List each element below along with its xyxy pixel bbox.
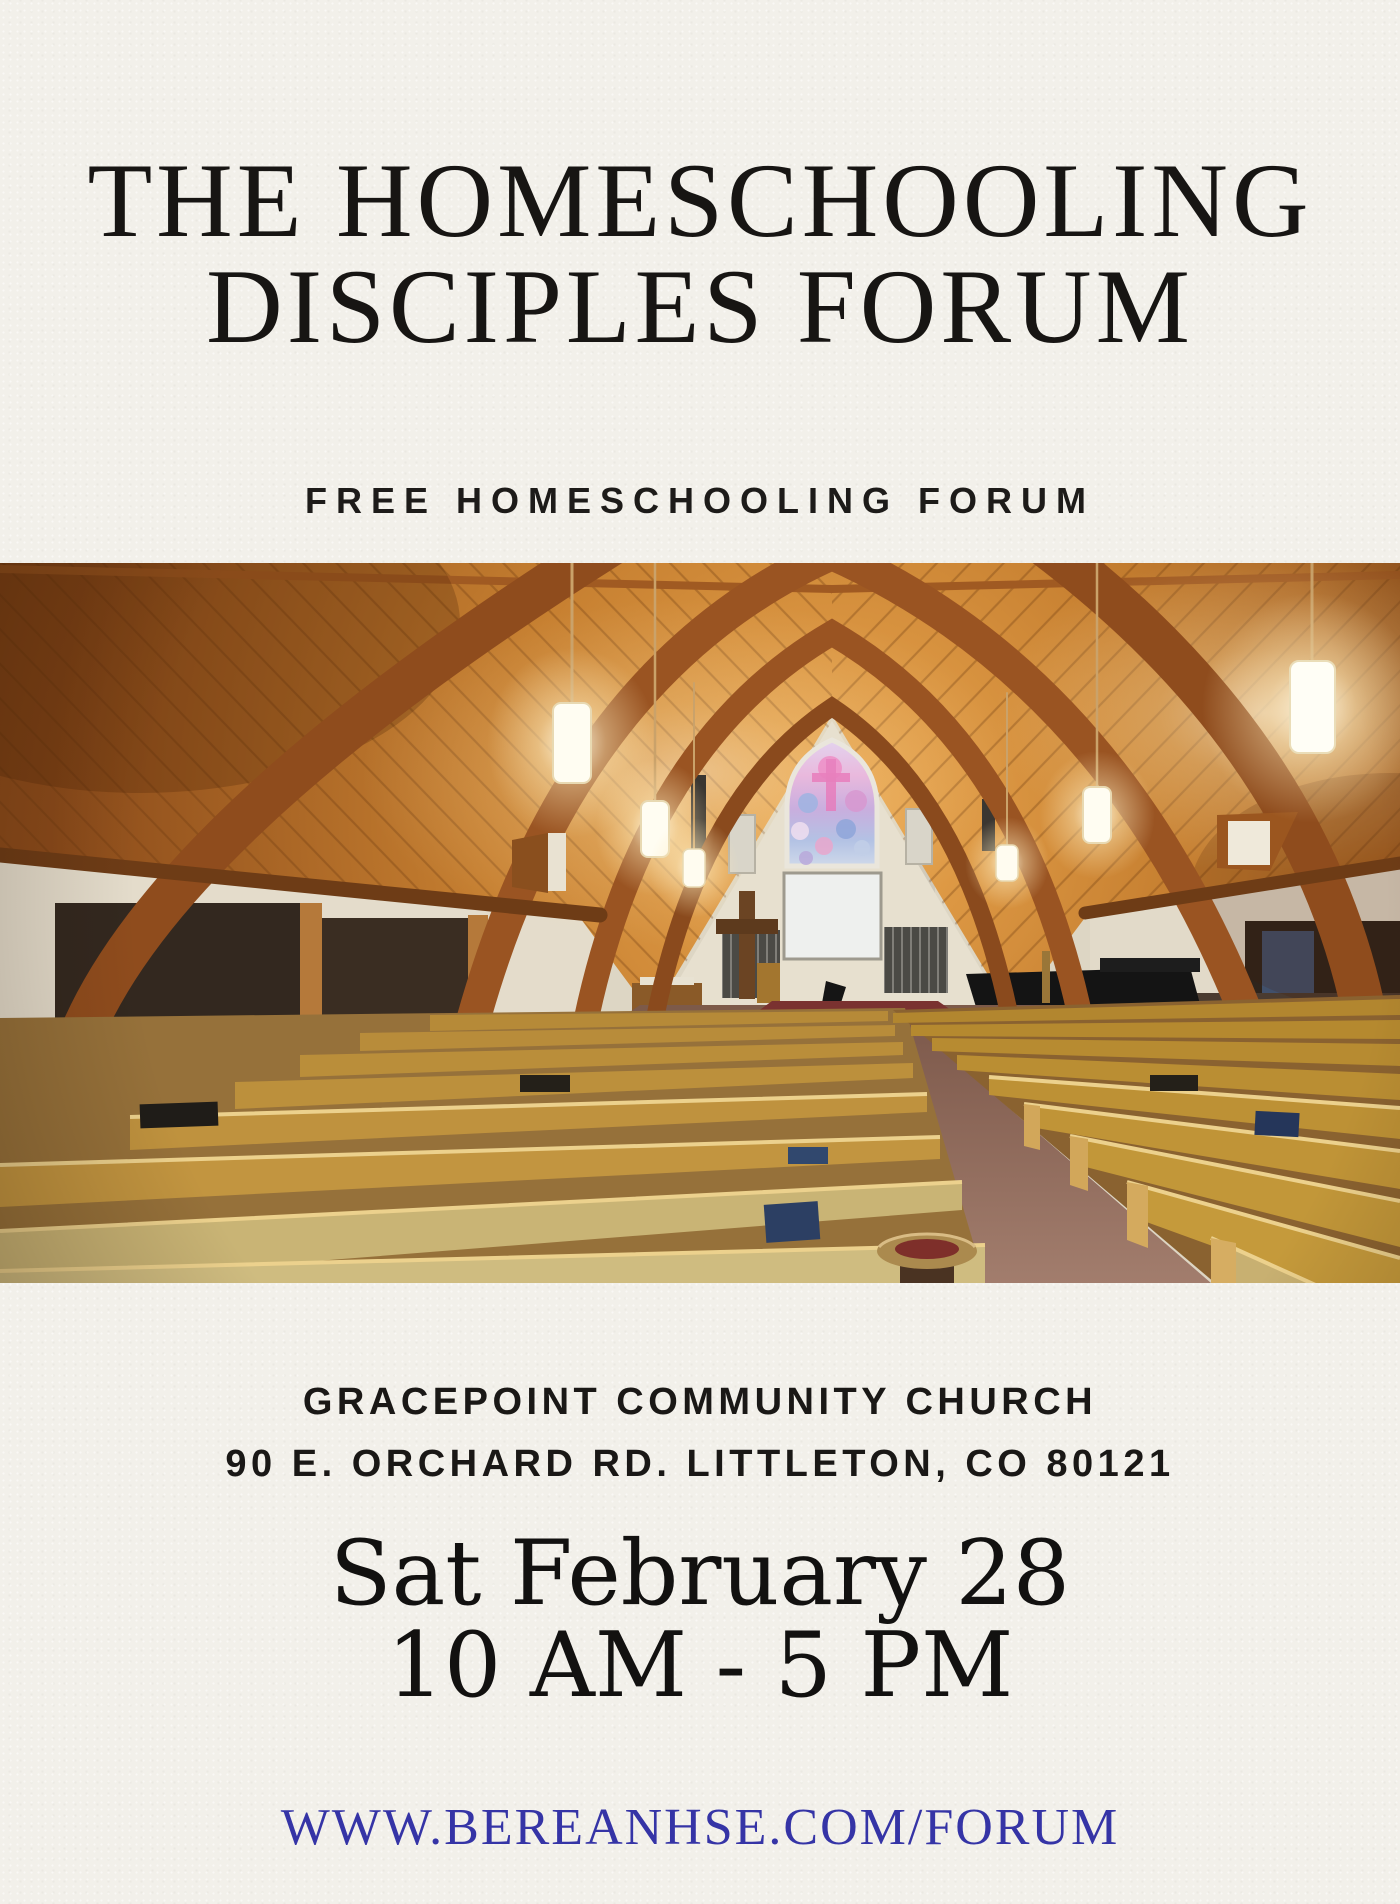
photo-vignette <box>0 563 1400 1283</box>
page-title <box>0 142 1400 365</box>
event-datetime <box>0 1521 1400 1718</box>
event-date: Sat February 28 <box>329 1521 1071 1626</box>
church-sanctuary-photo <box>0 563 1400 1283</box>
event-time: 10 AM - 5 PM <box>386 1612 1014 1718</box>
website-url: WWW.BEREANHSE.COM/FORUM <box>280 1799 1120 1856</box>
venue-name: GRACEPOINT COMMUNITY CHURCH <box>302 1381 1098 1423</box>
venue-info <box>0 1372 1400 1495</box>
church-sanctuary-illustration <box>0 563 1400 1283</box>
title-line-2: DISCIPLES FORUM <box>206 248 1194 365</box>
subtitle: FREE HOMESCHOOLING FORUM <box>305 480 1095 521</box>
venue-address: 90 E. ORCHARD RD. LITTLETON, CO 80121 <box>225 1442 1175 1485</box>
title-line-1: THE HOMESCHOOLING <box>87 142 1313 259</box>
